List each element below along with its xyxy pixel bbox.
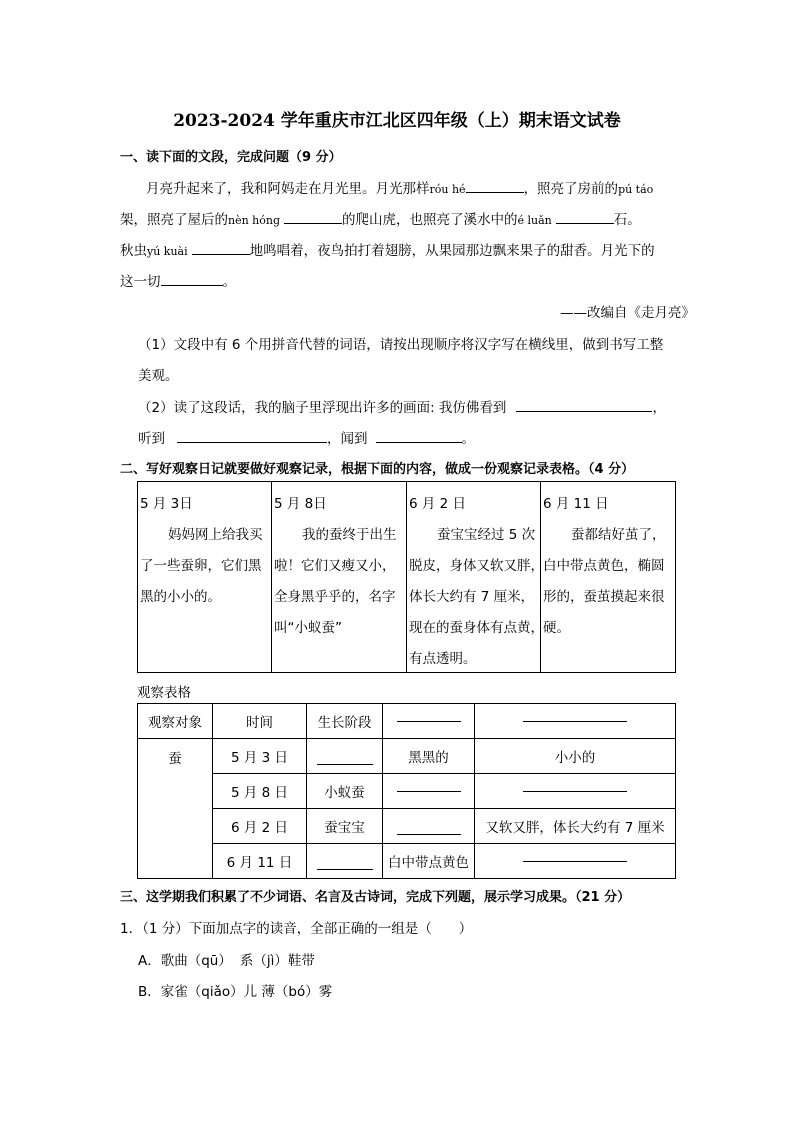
header-cell-blank[interactable] <box>474 703 676 739</box>
feature-cell: 白中带点黄色 <box>382 843 475 879</box>
feature-cell: 又软又胖，体长大约有 7 厘米 <box>474 808 676 844</box>
question-1-2 <box>138 396 666 416</box>
question-text: ， <box>652 400 666 416</box>
diary-entry <box>407 482 544 672</box>
pinyin-rouhe: róu hé <box>429 183 466 196</box>
answer-blank-smell[interactable] <box>376 430 462 443</box>
answer-blank[interactable] <box>317 764 373 765</box>
feature-cell[interactable] <box>382 808 475 844</box>
answer-blank[interactable] <box>317 869 373 870</box>
diary-text: 形的，蚕茧摸起来很 <box>543 589 665 605</box>
answer-blank-4[interactable] <box>556 211 614 224</box>
diary-text: 妈妈网上给我买 <box>168 527 263 543</box>
answer-blank-5[interactable] <box>192 242 250 255</box>
stage-cell[interactable] <box>306 738 383 774</box>
feature-cell: 黑黑的 <box>382 738 475 774</box>
answer-blank[interactable] <box>523 861 627 862</box>
diary-text: 蚕都结好茧了， <box>571 527 666 543</box>
observation-table-label: 观察表格 <box>137 685 191 701</box>
option-a-text: A．歌曲（qū） <box>138 953 232 969</box>
header-cell-time: 时间 <box>212 703 307 739</box>
diary-entry <box>272 482 407 672</box>
diary-date: 6 月 11 日 <box>543 496 609 512</box>
stage-cell: 小蚁蚕 <box>306 773 383 809</box>
answer-blank[interactable] <box>397 834 461 835</box>
question-1-1-cont: 美观。 <box>138 368 179 384</box>
stage-cell: 蚕宝宝 <box>306 808 383 844</box>
time-cell: 5 月 3 日 <box>212 738 307 774</box>
diary-text: 叫“小蚁蚕” <box>274 620 342 636</box>
diary-entry <box>138 482 272 672</box>
diary-text: 白中带点黄色，椭圆 <box>543 558 665 574</box>
diary-text: 黑的小小的。 <box>140 589 221 605</box>
passage-text: 。 <box>222 274 236 290</box>
answer-blank[interactable] <box>523 721 627 722</box>
passage-line-1 <box>146 177 653 197</box>
question-text: 。 <box>461 431 475 447</box>
diary-text: 蚕宝宝经过 5 次 <box>437 527 536 543</box>
passage-text: 月亮升起来了，我和阿妈走在月光里。月光那样 <box>146 181 430 197</box>
passage-text: 秋虫 <box>120 243 147 259</box>
diary-text: 有点透明。 <box>409 651 477 667</box>
diary-text: 体长大约有 7 厘米， <box>409 589 535 605</box>
time-cell: 6 月 2 日 <box>212 808 307 844</box>
feature-cell[interactable] <box>474 843 676 879</box>
passage-source: ——改编自《走月亮》 <box>560 305 695 321</box>
diary-entry <box>541 482 675 672</box>
passage-text: 架，照亮了屋后的 <box>120 212 228 228</box>
passage-text: 这一切 <box>120 274 161 290</box>
diary-text: 全身黑乎乎的，名字 <box>274 589 396 605</box>
passage-line-2 <box>120 208 641 228</box>
exam-title: 2023-2024 学年重庆市江北区四年级（上）期末语文试卷 <box>173 111 621 131</box>
diary-date: 5 月 3日 <box>140 496 193 512</box>
diary-text: 了一些蚕卵，它们黑 <box>140 558 262 574</box>
answer-blank-see[interactable] <box>516 399 652 412</box>
question-3-1: 1．（1 分）下面加点字的读音，全部正确的一组是（ ） <box>120 921 473 937</box>
section1-header: 一、读下面的文段，完成问题（9 分） <box>120 150 342 165</box>
answer-blank-3[interactable] <box>284 211 342 224</box>
observation-table <box>137 703 676 879</box>
diary-date: 5 月 8日 <box>274 496 327 512</box>
question-text: ，闻到 <box>327 431 368 447</box>
time-cell: 5 月 8 日 <box>212 773 307 809</box>
feature-cell[interactable] <box>382 773 475 809</box>
diary-text: 啦！它们又瘦又小， <box>274 558 396 574</box>
diary-text: 现在的蚕身体有点黄， <box>409 620 544 636</box>
answer-blank[interactable] <box>397 721 461 722</box>
answer-blank[interactable] <box>523 791 627 792</box>
answer-blank[interactable] <box>397 791 461 792</box>
feature-cell[interactable] <box>474 773 676 809</box>
header-cell-blank[interactable] <box>382 703 475 739</box>
answer-blank-1[interactable] <box>466 180 524 193</box>
answer-blank-hear[interactable] <box>177 430 327 443</box>
question-text: 听到 <box>138 431 165 447</box>
diary-date: 6 月 2 日 <box>409 496 467 512</box>
pinyin-yukuai: yú kuài <box>147 245 188 258</box>
passage-line-4 <box>120 270 236 290</box>
pinyin-putao: pú táo <box>618 183 654 196</box>
diary-table <box>137 481 676 673</box>
stage-cell[interactable] <box>306 843 383 879</box>
passage-text: 石。 <box>613 212 641 228</box>
passage-text: 的爬山虎，也照亮了溪水中的 <box>342 212 518 228</box>
diary-text: 硬。 <box>543 620 570 636</box>
option-a[interactable] <box>138 949 315 969</box>
passage-text: 地鸣唱着，夜鸟拍打着翅膀，从果园那边飘来果子的甜香。月光下的 <box>249 243 655 259</box>
question-1-2-cont <box>138 427 475 447</box>
object-cell: 蚕 <box>137 738 213 879</box>
pinyin-nenhong: nèn hóng <box>228 214 281 227</box>
pinyin-eluan: é luǎn <box>517 214 552 227</box>
question-text: （2）读了这段话，我的脑子里浮现出许多的画面: 我仿佛看到 <box>138 400 507 416</box>
passage-text: ，照亮了房前的 <box>523 181 619 197</box>
diary-text: 我的蚕终于出生 <box>302 527 397 543</box>
feature-cell: 小小的 <box>474 738 676 774</box>
section2-header: 二、写好观察日记就要做好观察记录，根据下面的内容，做成一份观察记录表格。（4 分） <box>120 462 635 477</box>
time-cell: 6 月 11 日 <box>212 843 307 879</box>
option-b[interactable]: B．家雀（qiǎo）儿 薄（bó）雾 <box>138 984 333 1000</box>
answer-blank-6[interactable] <box>161 273 223 286</box>
header-cell-stage: 生长阶段 <box>306 703 383 739</box>
section3-header: 三、这学期我们积累了不少词语、名言及古诗词，完成下列题，展示学习成果。（21 分） <box>120 890 631 905</box>
question-1-1: （1）文段中有 6 个用拼音代替的词语，请按出现顺序将汉字写在横线里，做到书写工整 <box>138 337 664 353</box>
header-cell-object: 观察对象 <box>137 703 213 739</box>
option-a-text: 系（jì）鞋带 <box>239 953 315 969</box>
diary-text: 脱皮，身体又软又胖， <box>409 558 544 574</box>
passage-line-3 <box>120 239 655 259</box>
